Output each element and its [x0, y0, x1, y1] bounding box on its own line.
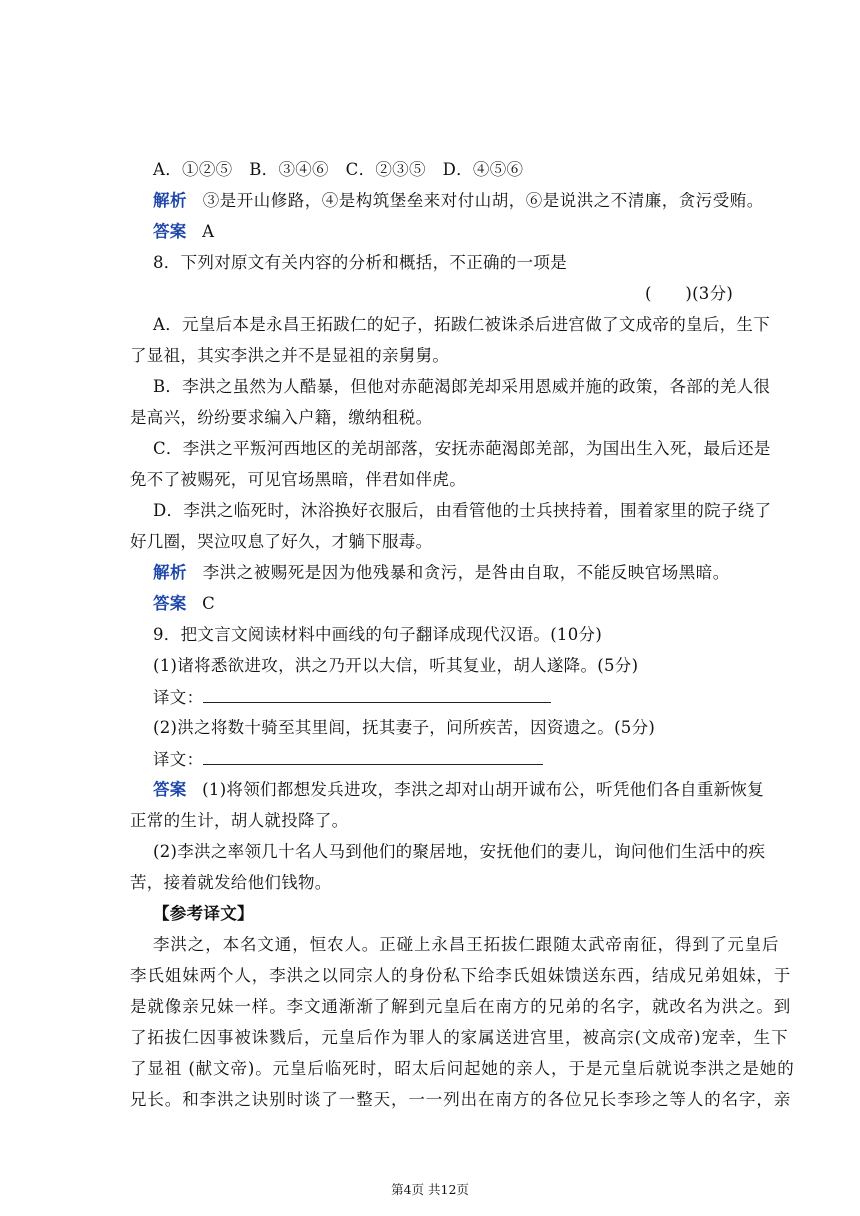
analysis-text: ③是开山修路，④是构筑堡垒来对付山胡，⑥是说洪之不清廉，贪污受贿。: [202, 191, 764, 210]
analysis-label: 解析: [153, 191, 187, 210]
q8-answer: [153, 593, 215, 615]
answer-blank-line[interactable]: [203, 748, 543, 765]
q8-option-b-line2: 是高兴，纷纷要求编入户籍，缴纳租税。: [130, 408, 433, 427]
q8-stem: 8．下列对原文有关内容的分析和概括，不正确的一项是: [153, 253, 567, 272]
reference-para-line3: 是就像亲兄妹一样。李文通渐渐了解到元皇后在南方的兄弟的名字，就改名为洪之。到: [130, 997, 792, 1016]
q9-answer-1-line1: [153, 779, 764, 801]
translate-label: 译文：: [153, 688, 204, 707]
answer-text: C: [202, 594, 216, 613]
q9-answer-1-line2: 正常的生计，胡人就投降了。: [130, 811, 349, 830]
answer-label: 答案: [153, 780, 187, 799]
reference-para-line1: 李洪之，本名文通，恒农人。正碰上永昌王拓拔仁跟随太武帝南征，得到了元皇后: [153, 935, 780, 954]
q8-option-c-line1: C．李洪之平叛河西地区的羌胡部落，安抚赤葩渴郎羌部，为国出生入死，最后还是: [153, 439, 771, 458]
reference-heading: 【参考译文】: [153, 904, 254, 923]
answer-blank-line[interactable]: [203, 686, 551, 703]
q8-option-b-line1: B．李洪之虽然为人酷暴，但他对赤葩渴郎羌却采用恩威并施的政策，各部的羌人很: [153, 377, 771, 396]
q8-analysis: [153, 562, 730, 584]
reference-para-line6: 兄长。和李洪之诀别时谈了一整天，一一列出在南方的各位兄长李珍之等人的名字，亲: [130, 1090, 792, 1109]
answer-label: 答案: [153, 594, 187, 613]
page-footer: 第4页 共12页: [391, 1182, 469, 1197]
q8-option-d-line2: 好几圈，哭泣叹息了好久，才躺下服毒。: [130, 532, 433, 551]
analysis-label: 解析: [153, 563, 187, 582]
q7-answer: [153, 221, 214, 243]
q9-item2: (2)洪之将数十骑至其里闾，抚其妻子，问所疾苦，因资遗之。(5分): [153, 718, 656, 737]
answer-label: 答案: [153, 222, 187, 241]
translate-label: 译文：: [153, 750, 204, 769]
q8-score: ( )(3分): [645, 284, 734, 303]
reference-para-line2: 李氏姐妹两个人，李洪之以同宗人的身份私下给李氏姐妹馈送东西，结成兄弟姐妹，于: [130, 966, 792, 985]
q9-answer-2-line1: (2)李洪之率领几十名人马到他们的聚居地，安抚他们的妻儿，询问他们生活中的疾: [153, 842, 766, 861]
answer-text: (1)将领们都想发兵进攻，李洪之却对山胡开诚布公，听凭他们各自重新恢复: [202, 780, 765, 799]
q8-option-d-line1: D．李洪之临死时，沐浴换好衣服后，由看管他的士兵挟持着，围着家里的院子绕了: [153, 501, 772, 520]
answer-text: A: [202, 222, 215, 241]
q7-analysis: [153, 190, 764, 212]
q9-answer-2-line2: 苦，接着就发给他们钱物。: [130, 873, 332, 892]
q8-option-a-line1: A．元皇后本是永昌王拓跋仁的妃子，拓跋仁被诛杀后进宫做了文成帝的皇后，生下: [153, 315, 771, 334]
reference-para-line5: 了显祖 (献文帝)。元皇后临死时，昭太后问起她的亲人，于是元皇后就说李洪之是她的: [130, 1059, 795, 1078]
q9-translate-2: [153, 748, 543, 771]
q7-options: A．①②⑤ B．③④⑥ C．②③⑤ D．④⑤⑥: [153, 160, 524, 179]
reference-para-line4: 了拓拔仁因事被诛戮后，元皇后作为罪人的家属送进宫里，被高宗(文成帝)宠幸，生下: [130, 1028, 789, 1047]
q9-stem: 9．把文言文阅读材料中画线的句子翻译成现代汉语。(10分): [153, 625, 603, 644]
q8-option-a-line2: 了显祖，其实李洪之并不是显祖的亲舅舅。: [130, 346, 450, 365]
q9-translate-1: [153, 686, 551, 709]
q9-item1: (1)诸将悉欲进攻，洪之乃开以大信，听其复业，胡人遂降。(5分): [153, 656, 639, 675]
q8-option-c-line2: 免不了被赐死，可见官场黑暗，伴君如伴虎。: [130, 470, 466, 489]
analysis-text: 李洪之被赐死是因为他残暴和贪污，是咎由自取，不能反映官场黑暗。: [202, 563, 730, 582]
